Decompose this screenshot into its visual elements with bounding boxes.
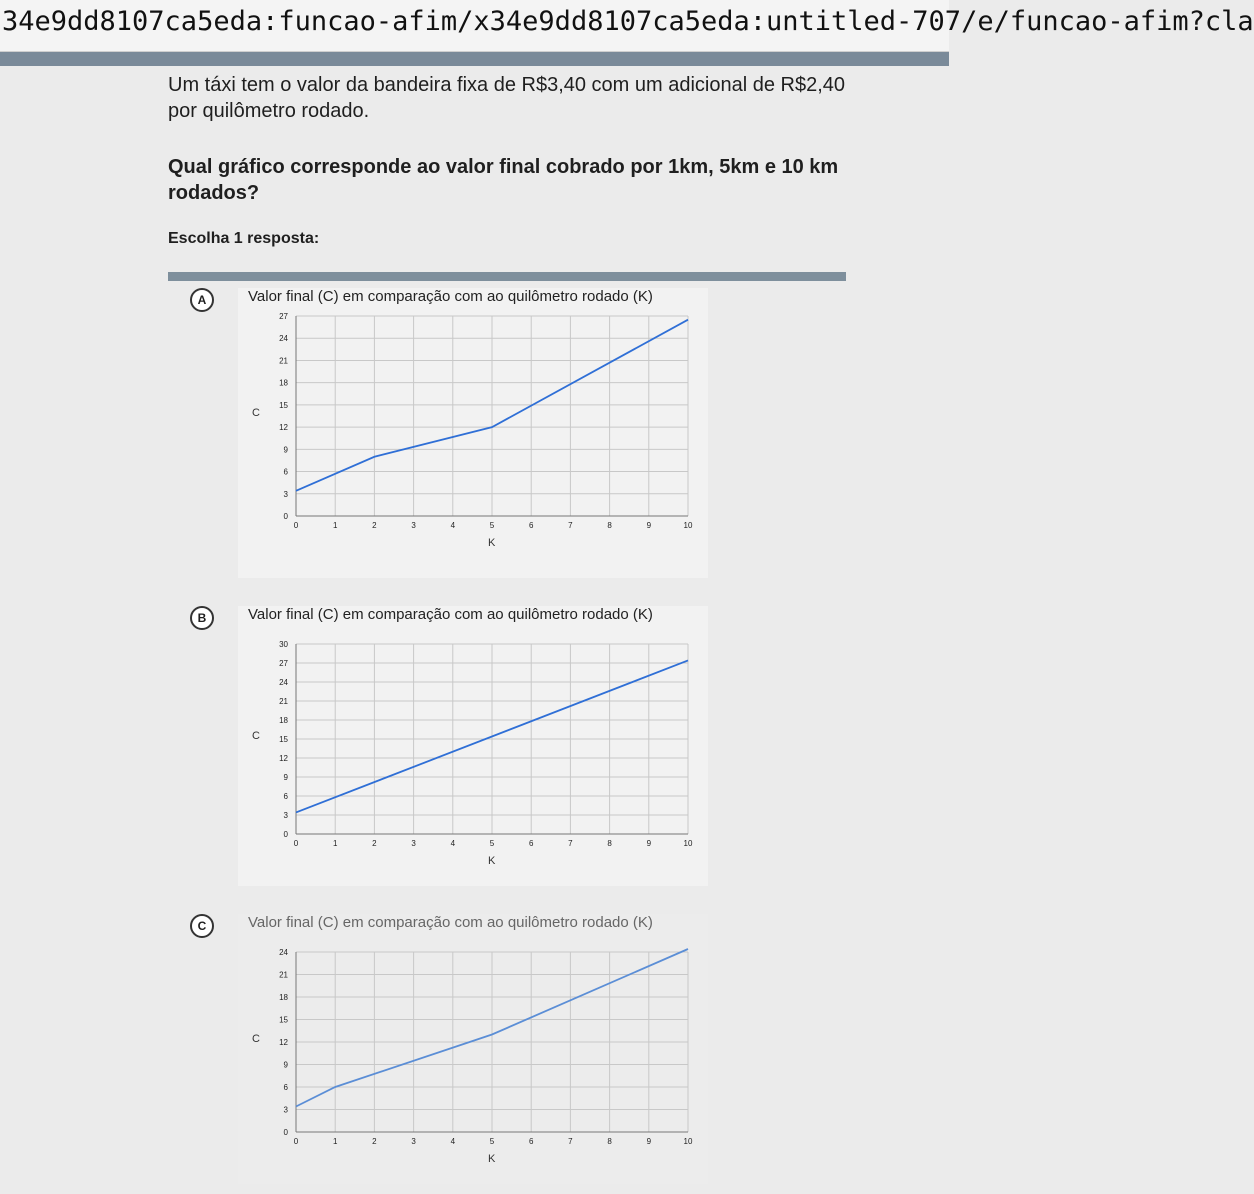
chart-title: Valor final (C) em comparação com ao quilômetro rodado (K) — [248, 914, 653, 931]
chart-a-svg — [238, 306, 708, 576]
y-tick-label: 12 — [279, 423, 288, 433]
y-tick-label: 24 — [279, 334, 288, 344]
x-tick-label: 7 — [568, 839, 573, 848]
x-tick-label: 2 — [372, 839, 377, 848]
radio-option-c[interactable]: C — [190, 914, 214, 938]
y-tick-label: 24 — [279, 678, 288, 687]
x-tick-label: 2 — [372, 521, 377, 530]
y-tick-label: 24 — [279, 948, 288, 957]
y-tick-label: 9 — [283, 445, 288, 455]
y-tick-label: 18 — [279, 993, 288, 1002]
y-tick-label: 15 — [279, 1015, 288, 1025]
y-tick-label: 21 — [279, 697, 288, 706]
x-tick-label: 2 — [372, 1137, 377, 1146]
x-tick-label: 1 — [332, 1137, 338, 1146]
x-tick-label: 1 — [332, 839, 338, 848]
question-prompt: Qual gráfico corresponde ao valor final cobrado por 1km, 5km e 10 km rodados? — [168, 156, 839, 204]
x-tick-label: 7 — [568, 1137, 573, 1146]
y-tick-label: 18 — [279, 378, 288, 388]
x-tick-label: 9 — [646, 521, 652, 530]
x-tick-label: 4 — [450, 1137, 456, 1146]
y-axis-label: C — [252, 730, 260, 742]
question-statement: Um táxi tem o valor da bandeira fixa de R$3,40 com um adicional de R$2,40 por quilômetro rodado. — [168, 74, 846, 122]
y-tick-label: 18 — [279, 716, 288, 725]
x-tick-label: 4 — [450, 521, 456, 530]
y-tick-label: 0 — [283, 1128, 288, 1137]
y-tick-label: 15 — [279, 735, 288, 744]
x-tick-label: 3 — [411, 839, 416, 848]
y-tick-label: 0 — [283, 830, 288, 839]
radio-option-a[interactable]: A — [190, 288, 214, 312]
header-strip — [0, 52, 949, 66]
y-tick-label: 27 — [279, 659, 288, 668]
x-tick-label: 10 — [683, 1137, 693, 1146]
option-c-chart[interactable] — [238, 914, 708, 1184]
y-tick-label: 6 — [283, 1083, 288, 1092]
question-text — [168, 72, 868, 236]
x-tick-label: 1 — [332, 521, 338, 530]
y-tick-label: 12 — [279, 1038, 288, 1047]
y-tick-label: 6 — [283, 792, 288, 801]
y-tick-label: 27 — [279, 312, 288, 321]
y-tick-label: 12 — [279, 754, 288, 763]
x-tick-label: 8 — [607, 839, 612, 848]
x-tick-label: 6 — [528, 1137, 534, 1146]
chart-c-svg — [238, 932, 708, 1177]
x-axis-label: K — [488, 537, 496, 549]
x-tick-label: 4 — [450, 839, 456, 848]
x-tick-label: 0 — [293, 1137, 299, 1146]
y-tick-label: 0 — [283, 512, 288, 521]
x-tick-label: 0 — [293, 839, 299, 848]
x-tick-label: 5 — [489, 839, 495, 848]
x-tick-label: 0 — [293, 521, 299, 530]
x-tick-label: 9 — [646, 839, 652, 848]
y-tick-label: 3 — [283, 1105, 288, 1115]
option-b-chart[interactable] — [238, 606, 708, 886]
x-tick-label: 3 — [411, 1137, 416, 1146]
option-a-chart[interactable] — [238, 288, 708, 578]
x-tick-label: 6 — [528, 521, 534, 530]
radio-option-b[interactable]: B — [190, 606, 214, 630]
x-axis-label: K — [488, 1153, 496, 1165]
y-tick-label: 30 — [279, 640, 288, 649]
answer-instruction: Escolha 1 resposta: — [168, 230, 320, 247]
x-tick-label: 3 — [411, 521, 416, 530]
y-axis-label: C — [252, 407, 260, 419]
chart-b-svg — [238, 624, 708, 884]
x-tick-label: 7 — [568, 521, 573, 530]
x-tick-label: 6 — [528, 839, 534, 848]
y-axis-label: C — [252, 1033, 260, 1045]
y-tick-label: 6 — [283, 467, 288, 477]
y-tick-label: 15 — [279, 400, 288, 410]
chart-title: Valor final (C) em comparação com ao quilômetro rodado (K) — [248, 606, 653, 623]
y-tick-label: 21 — [279, 970, 288, 980]
y-tick-label: 9 — [283, 1060, 288, 1070]
chart-title: Valor final (C) em comparação com ao quilômetro rodado (K) — [248, 288, 653, 305]
x-tick-label: 9 — [646, 1137, 652, 1146]
y-tick-label: 3 — [283, 811, 288, 820]
y-tick-label: 21 — [279, 356, 288, 366]
section-divider — [168, 272, 846, 281]
x-tick-label: 8 — [607, 521, 612, 530]
x-tick-label: 5 — [489, 521, 495, 530]
y-tick-label: 3 — [283, 489, 288, 499]
y-tick-label: 9 — [283, 773, 288, 782]
x-tick-label: 5 — [489, 1137, 495, 1146]
x-tick-label: 10 — [683, 521, 693, 530]
x-axis-label: K — [488, 855, 496, 867]
address-bar[interactable]: 34e9dd8107ca5eda:funcao-afim/x34e9dd8107ca5eda:untitled-707/e/funcao-afim?cla — [0, 0, 949, 52]
x-tick-label: 8 — [607, 1137, 612, 1146]
x-tick-label: 10 — [683, 839, 693, 848]
